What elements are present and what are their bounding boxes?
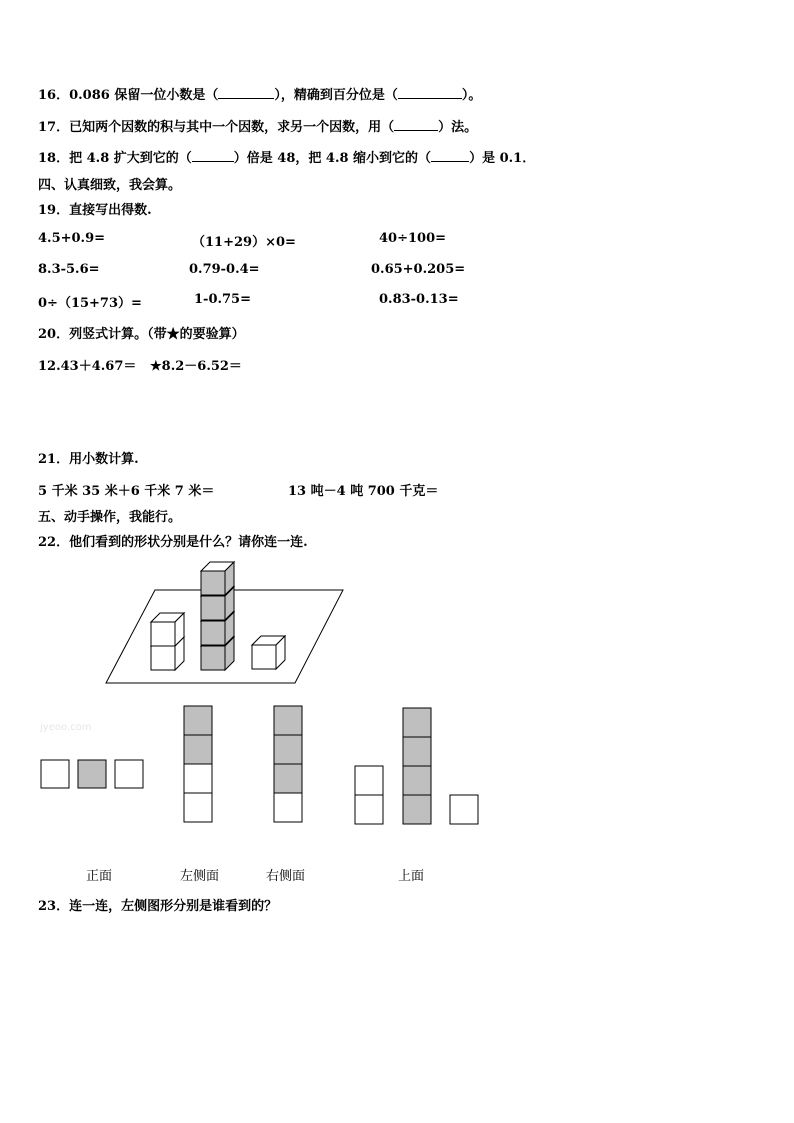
middle-cube-stack xyxy=(201,562,234,670)
question-16: 16．0.086 保留一位小数是（ ），精确到百分位是（ ）。 xyxy=(38,88,482,103)
calc-item: 0.65+0.205= xyxy=(371,262,466,277)
left-cube-stack xyxy=(151,613,184,670)
calc-item: 0.83-0.13= xyxy=(379,292,459,307)
calc-item: 40÷100= xyxy=(379,231,447,246)
question-21-title: 21．用小数计算. xyxy=(38,452,139,467)
question-20-title: 20．列竖式计算。（带★的要验算） xyxy=(38,327,245,342)
vertical-calc-item: ★8.2－6.52＝ xyxy=(150,359,242,374)
unit-calc-item: 13 吨－4 吨 700 千克＝ xyxy=(288,484,439,499)
section-5-heading: 五、动手操作，我能行。 xyxy=(38,510,182,525)
vertical-calc-item: 12.43＋4.67＝ xyxy=(38,359,137,374)
view-label-front: 正面 xyxy=(86,869,113,884)
view-option-left[interactable] xyxy=(184,706,212,822)
question-18: 18．把 4.8 扩大到它的（ ）倍是 48，把 4.8 缩小到它的（ ）是 0.1． xyxy=(38,151,536,166)
view-label-top: 上面 xyxy=(398,869,425,884)
calc-item: 0.79-0.4= xyxy=(189,262,260,277)
unit-calc-item: 5 千米 35 米＋6 千米 7 米＝ xyxy=(38,484,215,499)
right-cube xyxy=(252,636,285,669)
question-22-title: 22．他们看到的形状分别是什么？请你连一连. xyxy=(38,535,308,550)
question-23-title: 23．连一连，左侧图形分别是谁看到的？ xyxy=(38,899,278,914)
calc-item: （11+29）×0= xyxy=(192,235,296,250)
question-19-title: 19．直接写出得数. xyxy=(38,203,152,218)
view-option-top[interactable] xyxy=(355,708,478,824)
calc-item: 4.5+0.9= xyxy=(38,231,106,246)
calc-item: 1-0.75= xyxy=(194,292,251,307)
view-option-right[interactable] xyxy=(274,706,302,822)
view-label-left: 左侧面 xyxy=(180,869,220,884)
view-option-front[interactable] xyxy=(41,760,143,788)
question-17: 17．已知两个因数的积与其中一个因数，求另一个因数，用（ ）法。 xyxy=(38,120,478,135)
view-label-right: 右侧面 xyxy=(266,869,306,884)
calc-item: 8.3-5.6= xyxy=(38,262,100,277)
section-4-heading: 四、认真细致，我会算。 xyxy=(38,178,182,193)
calc-item: 0÷（15+73）= xyxy=(38,296,142,311)
watermark: jyeoo.com xyxy=(40,722,92,733)
